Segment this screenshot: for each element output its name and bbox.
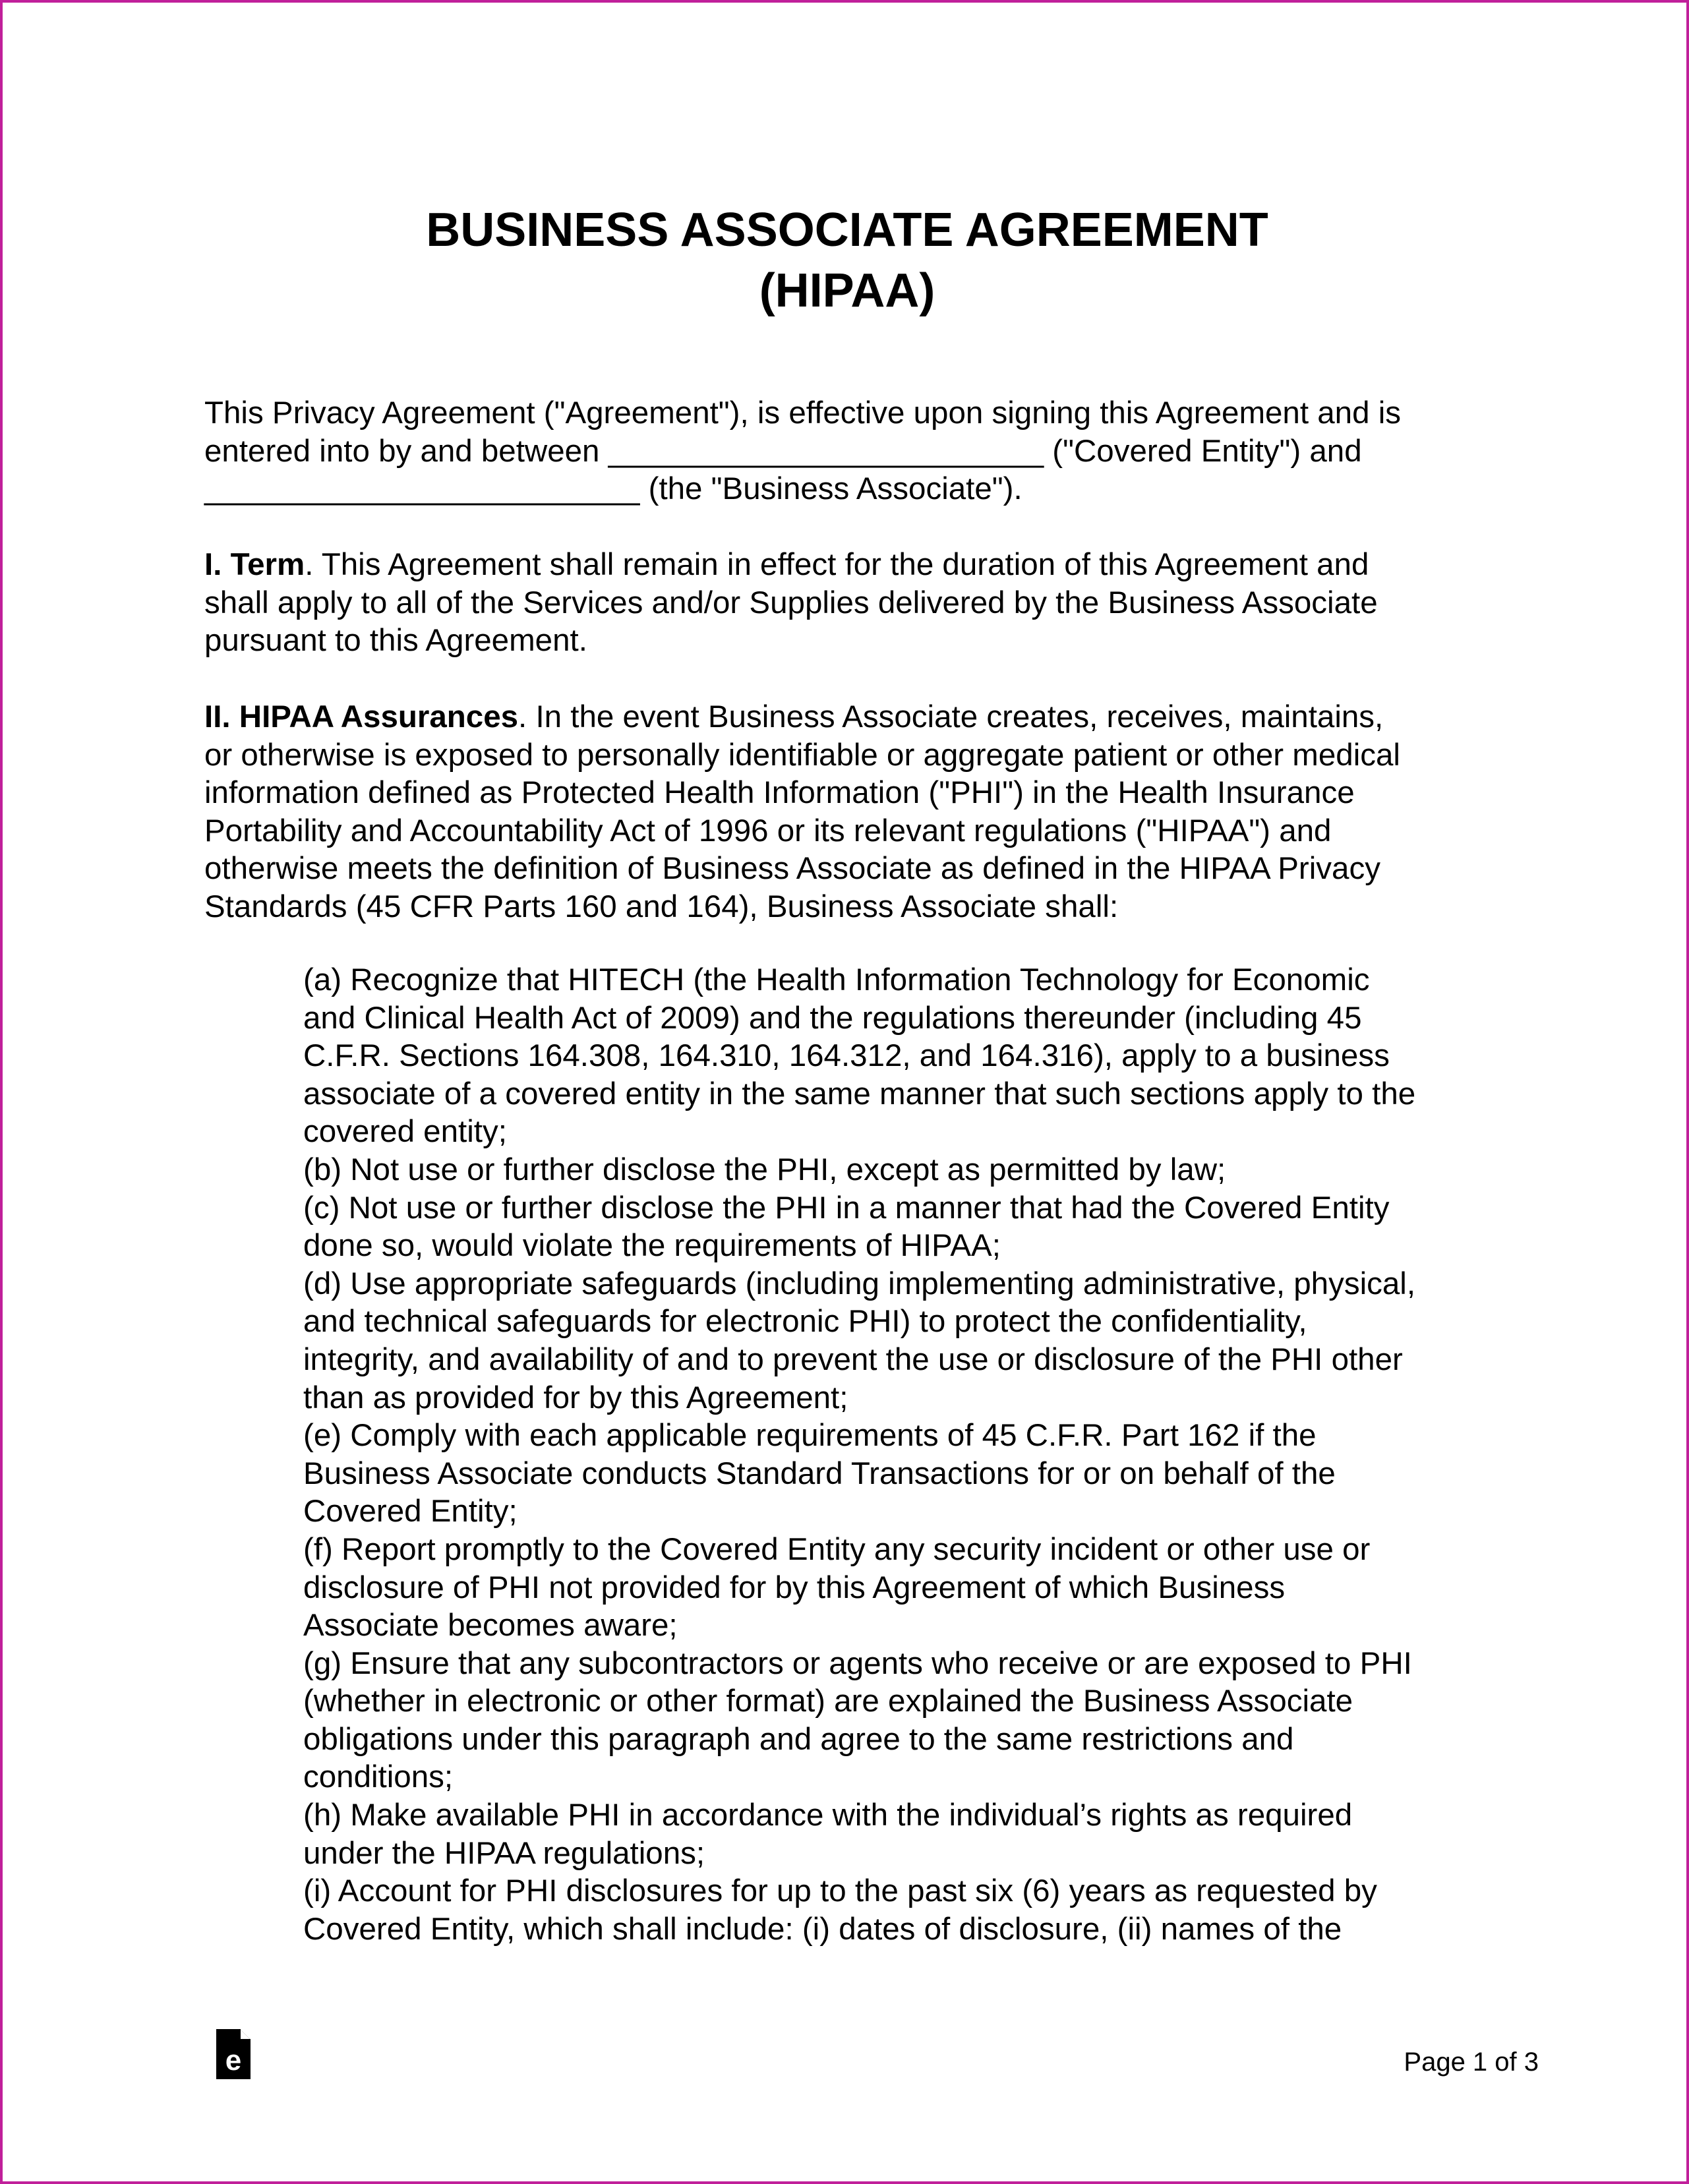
term-first-line (204, 546, 1490, 584)
term-line: pursuant to this Agreement. (204, 623, 587, 659)
list-item-line: (whether in electronic or other format) are explained the Business Associate (303, 1684, 1353, 1719)
list-item-line: (f) Report promptly to the Covered Entity any security incident or other use or (303, 1531, 1371, 1567)
document-title-line-1: BUSINESS ASSOCIATE AGREEMENT (426, 204, 1268, 256)
list-item-line: and technical safeguards for electronic PHI) to protect the confidentiality, (303, 1304, 1307, 1340)
assurances-line1-rest: . In the event Business Associate creates, receives, maintains, (518, 699, 1384, 734)
list-item-line: (a) Recognize that HITECH (the Health Information Technology for Economic (303, 962, 1370, 997)
document-title-line-2: (HIPAA) (759, 264, 935, 317)
list-item-line: (i) Account for PHI disclosures for up to the past six (6) years as requested by (303, 1874, 1377, 1909)
page-number: Page 1 of 3 (1404, 2048, 1539, 2077)
list-item-line: under the HIPAA regulations; (303, 1835, 705, 1871)
assurances-line: Portability and Accountability Act of 1996 or its relevant regulations ("HIPAA") and (204, 813, 1332, 848)
obligations-list (303, 961, 1490, 1948)
term-line1-rest: . This Agreement shall remain in effect for the duration of this Agreement and (305, 547, 1369, 582)
list-item-line: disclosure of PHI not provided for by this Agreement of which Business (303, 1570, 1286, 1605)
list-item-line: than as provided for by this Agreement; (303, 1380, 848, 1415)
assurances-line: Standards (45 CFR Parts 160 and 164), Business Associate shall: (204, 889, 1119, 924)
list-item-line: conditions; (303, 1759, 454, 1795)
assurances-line: or otherwise is exposed to personally identifiable or aggregate patient or other medical (204, 737, 1400, 773)
list-item-line: (g) Ensure that any subcontractors or agents who receive or are exposed to PHI (303, 1645, 1412, 1681)
assurances-heading: II. HIPAA Assurances (204, 699, 519, 734)
list-item-line: (c) Not use or further disclose the PHI in a manner that had the Covered Entity (303, 1190, 1390, 1225)
term-heading: I. Term (204, 547, 305, 582)
list-item-line: Business Associate conducts Standard Transactions for or on behalf of the (303, 1456, 1336, 1491)
list-item-line: associate of a covered entity in the same manner that such sections apply to the (303, 1076, 1416, 1111)
list-item-line: Covered Entity; (303, 1494, 518, 1529)
assurances-section (204, 698, 1490, 926)
intro-line: This Privacy Agreement ("Agreement"), is effective upon signing this Agreement and is (204, 396, 1401, 430)
document-e-logo-icon (215, 2028, 252, 2081)
svg-text:e: e (225, 2044, 242, 2077)
assurances-line: information defined as Protected Health Information ("PHI") in the Health Insurance (204, 775, 1355, 811)
term-section (204, 546, 1490, 660)
list-item-line: (e) Comply with each applicable requirements of 45 C.F.R. Part 162 if the (303, 1418, 1317, 1454)
list-item-line: obligations under this paragraph and agree to the same restrictions and (303, 1721, 1294, 1757)
assurances-first-line (204, 698, 1490, 736)
intro-line: _________________________ (the "Business Associate"). (204, 471, 1022, 507)
intro-line: entered into by and between _________________________ ("Covered Entity") and (204, 433, 1362, 469)
intro-paragraph (204, 394, 1490, 508)
list-item-line: Associate becomes aware; (303, 1608, 678, 1643)
assurances-line: otherwise meets the definition of Business Associate as defined in the HIPAA Privacy (204, 851, 1380, 887)
list-item-line: covered entity; (303, 1114, 507, 1150)
list-item-line: (b) Not use or further disclose the PHI, except as permitted by law; (303, 1152, 1226, 1187)
list-item-line: C.F.R. Sections 164.308, 164.310, 164.312, and 164.316), apply to a business (303, 1038, 1390, 1074)
list-item-line: integrity, and availability of and to prevent the use or disclosure of the PHI other (303, 1342, 1403, 1377)
term-line: shall apply to all of the Services and/or Supplies delivered by the Business Associate (204, 585, 1378, 620)
list-item-line: done so, would violate the requirements of HIPAA; (303, 1228, 1001, 1264)
list-item-line: and Clinical Health Act of 2009) and the regulations thereunder (including 45 (303, 1000, 1362, 1036)
list-item-line: (d) Use appropriate safeguards (including implementing administrative, physical, (303, 1266, 1416, 1301)
list-item-line: Covered Entity, which shall include: (i) dates of disclosure, (ii) names of the (303, 1911, 1342, 1947)
list-item-line: (h) Make available PHI in accordance with the individual’s rights as required (303, 1798, 1353, 1833)
